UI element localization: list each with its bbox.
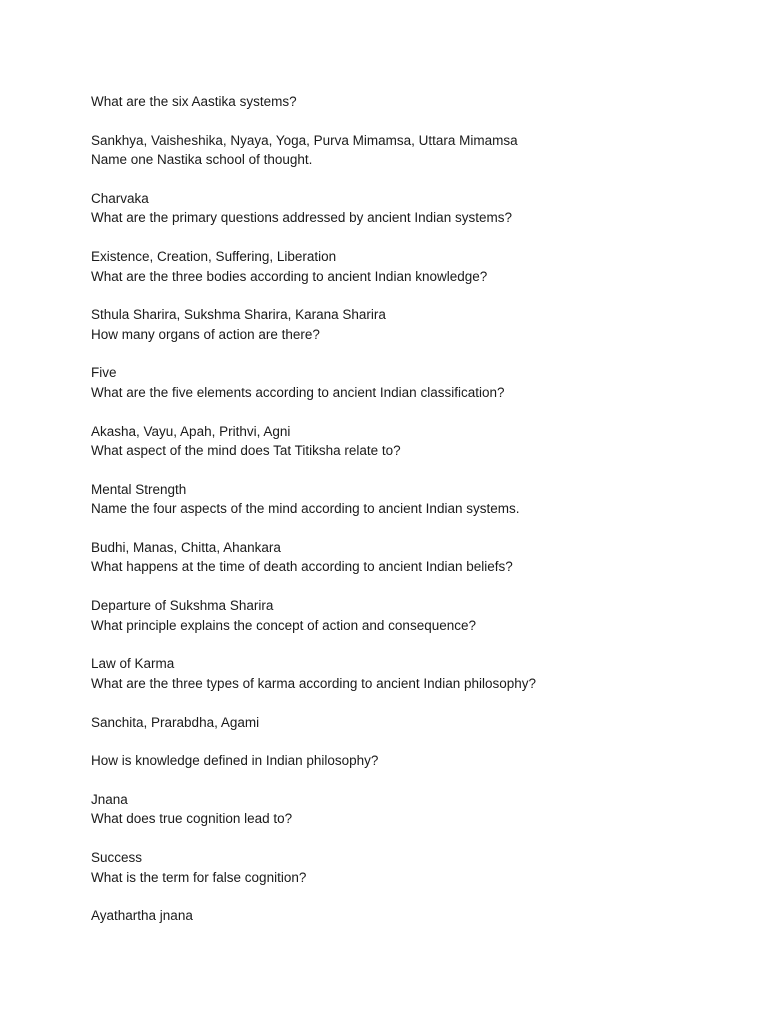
text-line: What are the five elements according to ancient Indian classification? xyxy=(91,384,505,400)
blank-line xyxy=(91,771,731,790)
text-line: What principle explains the concept of action and consequence? xyxy=(91,617,477,633)
text-line: What are the six Aastika systems? xyxy=(91,94,297,109)
text-line: How is knowledge defined in Indian philosophy? xyxy=(91,753,379,769)
blank-line xyxy=(91,228,731,247)
blank-line xyxy=(91,111,731,130)
blank-line xyxy=(91,577,731,596)
text-line: Name the four aspects of the mind according to ancient Indian systems. xyxy=(91,501,520,517)
blank-line xyxy=(91,829,731,848)
blank-line xyxy=(91,635,731,654)
document-text xyxy=(91,92,731,926)
text-line: What does true cognition lead to? xyxy=(91,811,293,827)
text-line: What happens at the time of death according to ancient Indian beliefs? xyxy=(91,559,513,575)
text-line: Sthula Sharira, Sukshma Sharira, Karana Sharira xyxy=(91,307,386,323)
text-line: What aspect of the mind does Tat Titiksha relate to? xyxy=(91,443,401,459)
text-line: What are the three bodies according to ancient Indian knowledge? xyxy=(91,268,488,284)
text-line: Mental Strength xyxy=(91,481,187,497)
text-line: Departure of Sukshma Sharira xyxy=(91,598,274,614)
blank-line xyxy=(91,402,731,421)
text-line: Existence, Creation, Suffering, Liberation xyxy=(91,249,337,265)
blank-line xyxy=(91,170,731,189)
text-line: Success xyxy=(91,850,143,866)
text-line: What is the term for false cognition? xyxy=(91,869,307,885)
text-line: What are the primary questions addressed by ancient Indian systems? xyxy=(91,210,512,226)
blank-line xyxy=(91,286,731,305)
text-line: How many organs of action are there? xyxy=(91,326,320,342)
blank-line xyxy=(91,344,731,363)
blank-line xyxy=(91,693,731,712)
blank-line xyxy=(91,519,731,538)
text-line: Name one Nastika school of thought. xyxy=(91,152,313,168)
text-line: Law of Karma xyxy=(91,656,175,672)
blank-line xyxy=(91,887,731,906)
text-line: Sankhya, Vaisheshika, Nyaya, Yoga, Purva Mimamsa, Uttara Mimamsa xyxy=(91,132,518,148)
blank-line xyxy=(91,732,731,751)
text-line: Budhi, Manas, Chitta, Ahankara xyxy=(91,539,281,555)
text-line: What are the three types of karma according to ancient Indian philosophy? xyxy=(91,675,537,691)
text-line: Akasha, Vayu, Apah, Prithvi, Agni xyxy=(91,423,291,439)
text-line: Sanchita, Prarabdha, Agami xyxy=(91,714,260,730)
text-line: Ayathartha jnana xyxy=(91,908,193,924)
text-line: Five xyxy=(91,365,117,381)
text-line: Jnana xyxy=(91,792,128,808)
blank-line xyxy=(91,460,731,479)
text-line: Charvaka xyxy=(91,190,149,206)
